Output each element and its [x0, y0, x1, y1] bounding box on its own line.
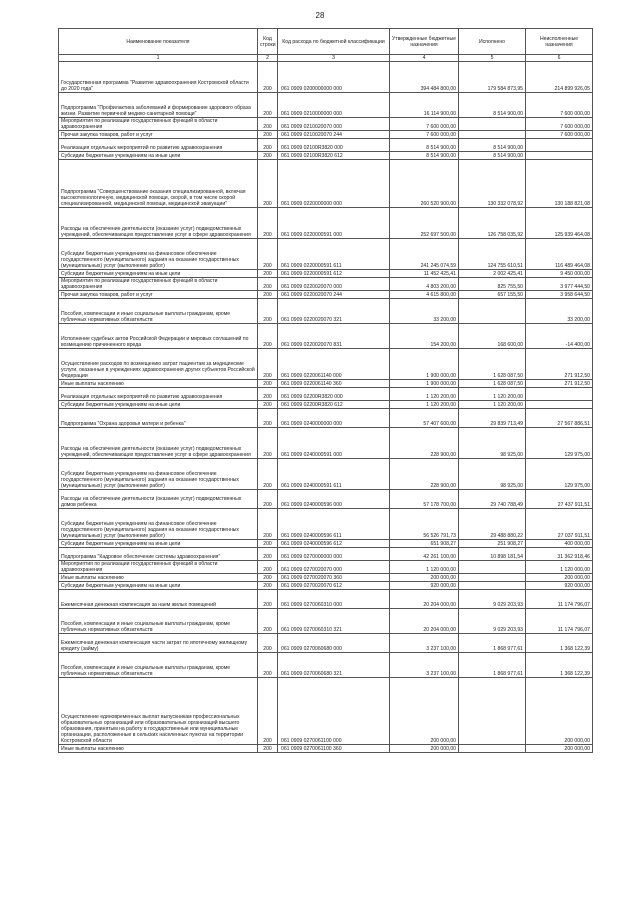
table-row [59, 590, 593, 609]
table-row [59, 490, 593, 509]
row-classification: 061 0909 0270060680 321 [278, 653, 390, 678]
row-executed [459, 561, 526, 574]
row-name: Субсидии бюджетным учреждениям на иные цели [59, 152, 258, 160]
row-code: 200 [258, 634, 278, 653]
table-row [59, 609, 593, 634]
row-code: 200 [258, 609, 278, 634]
row-classification: 061 0909 0240000596 611 [278, 509, 390, 540]
row-unexecuted [526, 152, 593, 160]
row-approved: 394 484 800,00 [390, 62, 459, 93]
row-approved: 1 120 200,00 [390, 388, 459, 401]
row-executed: 168 600,00 [459, 324, 526, 349]
row-unexecuted: 200 000,00 [526, 678, 593, 745]
row-executed [459, 118, 526, 131]
row-classification: 061 0909 0220020070 244 [278, 291, 390, 299]
row-classification: 061 0909 0270020070 000 [278, 561, 390, 574]
header-indicator-name: Наименование показателя [59, 29, 258, 55]
column-number: 4 [390, 55, 459, 62]
row-classification: 061 0909 0220000591 000 [278, 208, 390, 239]
row-unexecuted: 200 000,00 [526, 745, 593, 753]
row-unexecuted: 7 600 000,00 [526, 93, 593, 118]
row-code: 200 [258, 139, 278, 152]
row-executed: 130 332 078,92 [459, 160, 526, 208]
row-name: Исполнение судебных актов Российской Федерации и мировых соглашений по возмещению причиненного вреда [59, 324, 258, 349]
row-classification: 061 0909 0240000596 612 [278, 540, 390, 548]
column-number: 1 [59, 55, 258, 62]
row-approved: 1 900 000,00 [390, 380, 459, 388]
row-unexecuted: 7 600 000,00 [526, 131, 593, 139]
row-classification: 061 0909 0200000000 000 [278, 62, 390, 93]
row-classification: 061 0909 02200R3820 000 [278, 388, 390, 401]
row-classification: 061 0909 0270060310 321 [278, 609, 390, 634]
row-approved: 651 908,27 [390, 540, 459, 548]
row-name: Пособия, компенсации и иные социальные выплаты гражданам, кроме публичных нормативных обязательств [59, 609, 258, 634]
table-row [59, 152, 593, 160]
row-code: 200 [258, 561, 278, 574]
row-name: Субсидии бюджетным учреждениям на иные цели [59, 582, 258, 590]
row-executed: 8 514 900,00 [459, 93, 526, 118]
row-unexecuted: 3 977 444,50 [526, 278, 593, 291]
table-row [59, 270, 593, 278]
row-approved: 4 615 800,00 [390, 291, 459, 299]
row-unexecuted: 116 489 464,08 [526, 239, 593, 270]
row-unexecuted: 27 437 911,51 [526, 490, 593, 509]
row-unexecuted: 1 120 000,00 [526, 561, 593, 574]
row-classification: 061 0909 0240000591 000 [278, 428, 390, 459]
table-row [59, 139, 593, 152]
row-approved: 33 200,00 [390, 299, 459, 324]
row-unexecuted: 27 037 911,51 [526, 509, 593, 540]
row-name: Иные выплаты населению [59, 745, 258, 753]
row-classification: 061 0909 0270020070 360 [278, 574, 390, 582]
row-code: 200 [258, 509, 278, 540]
row-executed [459, 299, 526, 324]
row-approved: 1 900 000,00 [390, 349, 459, 380]
row-classification: 061 0909 0210000000 000 [278, 93, 390, 118]
row-classification: 061 0909 0220000591 612 [278, 270, 390, 278]
row-code: 200 [258, 540, 278, 548]
row-code: 200 [258, 299, 278, 324]
table-row [59, 62, 593, 93]
row-name: Субсидии бюджетным учреждениям на иные цели [59, 401, 258, 409]
row-executed: 29 740 788,49 [459, 490, 526, 509]
row-executed: 9 029 203,93 [459, 590, 526, 609]
row-name: Реализация отдельных мероприятий по развитию здравоохранения [59, 139, 258, 152]
row-executed: 8 514 900,00 [459, 139, 526, 152]
column-number: 2 [258, 55, 278, 62]
row-name: Мероприятия по реализации государственных функций в области здравоохранения [59, 118, 258, 131]
row-approved: 8 514 900,00 [390, 139, 459, 152]
row-approved: 7 600 000,00 [390, 118, 459, 131]
row-unexecuted: 11 174 796,07 [526, 609, 593, 634]
row-classification: 061 0909 0220020070 321 [278, 299, 390, 324]
row-code: 200 [258, 401, 278, 409]
table-row [59, 299, 593, 324]
row-unexecuted: 1 368 122,39 [526, 634, 593, 653]
row-executed: 1 120 200,00 [459, 388, 526, 401]
row-classification: 061 0909 02100R3820 000 [278, 139, 390, 152]
table-row [59, 160, 593, 208]
row-code: 200 [258, 93, 278, 118]
row-unexecuted: 1 368 122,39 [526, 653, 593, 678]
row-code: 200 [258, 291, 278, 299]
table-row [59, 745, 593, 753]
row-code: 200 [258, 131, 278, 139]
column-number: 6 [526, 55, 593, 62]
row-approved: 7 600 000,00 [390, 131, 459, 139]
row-code: 200 [258, 548, 278, 561]
table-row [59, 239, 593, 270]
row-unexecuted: 200 000,00 [526, 574, 593, 582]
row-code: 200 [258, 490, 278, 509]
row-unexecuted: 7 600 000,00 [526, 118, 593, 131]
row-approved: 57 407 600,00 [390, 409, 459, 428]
row-executed: 29 839 713,49 [459, 409, 526, 428]
row-name: Расходы на обеспечение деятельности (оказание услуг) подведомственных учреждений, обеспечивающих предоставление услуг в сфере здравоохранения [59, 428, 258, 459]
row-code: 200 [258, 324, 278, 349]
row-approved: 57 178 700,00 [390, 490, 459, 509]
row-executed [459, 131, 526, 139]
row-classification: 061 0909 02100R3820 612 [278, 152, 390, 160]
row-approved: 56 526 791,73 [390, 509, 459, 540]
row-code: 200 [258, 388, 278, 401]
row-executed: 10 898 181,54 [459, 548, 526, 561]
row-executed: 825 755,50 [459, 278, 526, 291]
row-executed: 1 868 977,61 [459, 634, 526, 653]
row-name: Подпрограмма "Кадровое обеспечение системы здравоохранения" [59, 548, 258, 561]
table-row [59, 634, 593, 653]
row-unexecuted: 400 000,00 [526, 540, 593, 548]
row-name: Расходы на обеспечение деятельности (оказание услуг) подведомственных учреждений, обеспечивающих предоставление услуг в сфере здравоохранения [59, 208, 258, 239]
row-approved: 200 000,00 [390, 745, 459, 753]
row-approved: 1 120 200,00 [390, 401, 459, 409]
table-row [59, 93, 593, 118]
row-executed: 657 155,50 [459, 291, 526, 299]
row-code: 200 [258, 278, 278, 291]
row-unexecuted: 129 975,00 [526, 459, 593, 490]
row-name: Субсидии бюджетным учреждениям на иные цели [59, 270, 258, 278]
row-name: Иные выплаты населению [59, 574, 258, 582]
row-classification: 061 0909 0220061140 000 [278, 349, 390, 380]
row-name: Расходы на обеспечение деятельности (оказание услуг) подведомственных домов ребенка [59, 490, 258, 509]
row-executed: 179 584 873,95 [459, 62, 526, 93]
table-row [59, 388, 593, 401]
row-name: Подпрограмма "Совершенствование оказания специализированной, включая высокотехнологичную, медицинской помощи, скорой, в том числе скорой специализированной, медицинской помощи, медицинской эвакуации" [59, 160, 258, 208]
table-row [59, 380, 593, 388]
row-unexecuted: 129 975,00 [526, 428, 593, 459]
header-executed: Исполнено [459, 29, 526, 55]
row-unexecuted: 214 899 926,05 [526, 62, 593, 93]
row-classification: 061 0909 0270020070 612 [278, 582, 390, 590]
header-line-code: Код строки [258, 29, 278, 55]
table-row [59, 561, 593, 574]
row-executed: 1 868 977,61 [459, 653, 526, 678]
row-classification: 061 0909 0270060680 000 [278, 634, 390, 653]
table-row [59, 548, 593, 561]
row-name: Субсидии бюджетным учреждениям на финансовое обеспечение государственного (муниципального) задания на оказание государственных (муниципальных) услуг (выполнение работ) [59, 459, 258, 490]
table-row [59, 582, 593, 590]
table-row [59, 291, 593, 299]
row-name: Ежемесячная денежная компенсация за наем жилых помещений [59, 590, 258, 609]
row-classification: 061 0909 0270061100 360 [278, 745, 390, 753]
table-row [59, 118, 593, 131]
table-row [59, 459, 593, 490]
row-classification: 061 0909 0220020070 000 [278, 278, 390, 291]
row-name: Мероприятия по реализации государственных функций в области здравоохранения [59, 561, 258, 574]
row-name: Реализация отдельных мероприятий по развитию здравоохранения [59, 388, 258, 401]
row-name: Прочая закупка товаров, работ и услуг [59, 291, 258, 299]
table-row [59, 349, 593, 380]
table-row [59, 131, 593, 139]
row-approved: 200 000,00 [390, 678, 459, 745]
table-row [59, 409, 593, 428]
row-unexecuted [526, 401, 593, 409]
row-unexecuted: 130 188 821,08 [526, 160, 593, 208]
row-unexecuted: 31 362 918,46 [526, 548, 593, 561]
row-approved: 3 237 100,00 [390, 653, 459, 678]
row-executed: 1 628 087,50 [459, 380, 526, 388]
row-approved: 260 520 900,00 [390, 160, 459, 208]
row-classification: 061 0909 0220061140 360 [278, 380, 390, 388]
row-approved: 4 803 200,00 [390, 278, 459, 291]
row-code: 200 [258, 745, 278, 753]
row-unexecuted: 27 567 886,51 [526, 409, 593, 428]
row-approved: 154 200,00 [390, 324, 459, 349]
row-name: Подпрограмма "Профилактика заболеваний и формирование здорового образа жизни. Развитие первичной медико-санитарной помощи" [59, 93, 258, 118]
row-approved: 20 204 000,00 [390, 590, 459, 609]
row-name: Государственная программа "Развитие здравоохранения Костромской области до 2020 года" [59, 62, 258, 93]
table-row [59, 208, 593, 239]
row-executed: 29 488 880,22 [459, 509, 526, 540]
row-unexecuted [526, 139, 593, 152]
row-classification: 061 0909 0220020070 831 [278, 324, 390, 349]
row-classification: 061 0909 0210020070 244 [278, 131, 390, 139]
row-code: 200 [258, 208, 278, 239]
row-unexecuted: 125 939 464,08 [526, 208, 593, 239]
row-code: 200 [258, 574, 278, 582]
row-approved: 920 000,00 [390, 582, 459, 590]
row-classification: 061 0909 0270000000 000 [278, 548, 390, 561]
header-approved: Утвержденные бюджетные назначения [390, 29, 459, 55]
row-code: 200 [258, 428, 278, 459]
row-executed [459, 678, 526, 745]
page-number: 28 [315, 11, 325, 20]
row-executed [459, 574, 526, 582]
row-executed: 98 925,00 [459, 459, 526, 490]
row-executed: 1 120 200,00 [459, 401, 526, 409]
row-approved: 20 204 000,00 [390, 609, 459, 634]
row-code: 200 [258, 349, 278, 380]
table-header-row [59, 29, 593, 55]
row-classification: 061 0909 02200R3820 612 [278, 401, 390, 409]
table-row [59, 653, 593, 678]
row-code: 200 [258, 62, 278, 93]
row-unexecuted: 271 912,50 [526, 380, 593, 388]
row-code: 200 [258, 270, 278, 278]
row-executed: 8 514 900,00 [459, 152, 526, 160]
row-approved: 200 000,00 [390, 574, 459, 582]
table-row [59, 540, 593, 548]
row-approved: 241 245 074,59 [390, 239, 459, 270]
row-approved: 3 237 100,00 [390, 634, 459, 653]
row-approved: 16 114 900,00 [390, 93, 459, 118]
row-classification: 061 0909 0240000000 000 [278, 409, 390, 428]
row-executed: 9 029 203,93 [459, 609, 526, 634]
row-classification: 061 0909 0210020070 000 [278, 118, 390, 131]
row-unexecuted: -14 400,00 [526, 324, 593, 349]
column-number: 3 [278, 55, 390, 62]
table-row [59, 678, 593, 745]
row-name: Пособия, компенсации и иные социальные выплаты гражданам, кроме публичных нормативных обязательств [59, 299, 258, 324]
row-name: Субсидии бюджетным учреждениям на иные цели [59, 540, 258, 548]
table-row [59, 574, 593, 582]
row-code: 200 [258, 590, 278, 609]
row-approved: 228 900,00 [390, 459, 459, 490]
row-executed: 1 628 087,50 [459, 349, 526, 380]
row-name: Иные выплаты населению [59, 380, 258, 388]
row-name: Прочая закупка товаров, работ и услуг [59, 131, 258, 139]
row-code: 200 [258, 459, 278, 490]
row-code: 200 [258, 152, 278, 160]
row-unexecuted: 3 958 644,50 [526, 291, 593, 299]
table-row [59, 401, 593, 409]
table-row [59, 278, 593, 291]
row-name: Подпрограмма "Охрана здоровья матери и ребенка" [59, 409, 258, 428]
row-classification: 061 0909 0240000596 000 [278, 490, 390, 509]
row-code: 200 [258, 678, 278, 745]
row-unexecuted: 11 174 796,07 [526, 590, 593, 609]
row-unexecuted: 271 912,50 [526, 349, 593, 380]
row-unexecuted: 33 200,00 [526, 299, 593, 324]
row-executed: 98 925,00 [459, 428, 526, 459]
row-code: 200 [258, 653, 278, 678]
row-executed: 124 755 610,51 [459, 239, 526, 270]
row-approved: 11 452 425,41 [390, 270, 459, 278]
column-number-row [59, 55, 593, 62]
row-name: Пособия, компенсации и иные социальные выплаты гражданам, кроме публичных нормативных обязательств [59, 653, 258, 678]
column-number: 5 [459, 55, 526, 62]
row-executed [459, 582, 526, 590]
row-name: Мероприятия по реализации государственных функций в области здравоохранения [59, 278, 258, 291]
row-name: Субсидии бюджетным учреждениям на финансовое обеспечение государственного (муниципального) задания на оказание государственных (муниципальных) услуг (выполнение работ) [59, 239, 258, 270]
row-name: Ежемесячная денежная компенсация части затрат по ипотечному жилищному кредиту (займу) [59, 634, 258, 653]
row-classification: 061 0909 0220000000 000 [278, 160, 390, 208]
row-approved: 1 120 000,00 [390, 561, 459, 574]
row-code: 200 [258, 239, 278, 270]
row-executed: 126 758 035,92 [459, 208, 526, 239]
row-approved: 228 900,00 [390, 428, 459, 459]
table-row [59, 324, 593, 349]
header-classification-code: Код расхода по бюджетной классификации [278, 29, 390, 55]
row-unexecuted: 9 450 000,00 [526, 270, 593, 278]
row-unexecuted: 920 000,00 [526, 582, 593, 590]
table-row [59, 428, 593, 459]
header-unexecuted: Неисполненные назначения [526, 29, 593, 55]
row-executed: 251 908,27 [459, 540, 526, 548]
row-name: Осуществление расходов по возмещению затрат пациентам за медицинские услуги, оказанные в учреждениях здравоохранения других субъектов Российской Федерации [59, 349, 258, 380]
row-classification: 061 0909 0220000591 611 [278, 239, 390, 270]
budget-table [58, 28, 593, 753]
row-approved: 42 261 100,00 [390, 548, 459, 561]
row-classification: 061 0909 0270060310 000 [278, 590, 390, 609]
row-name: Субсидии бюджетным учреждениям на финансовое обеспечение государственного (муниципального) задания на оказание государственных (муниципальных) услуг (выполнение работ) [59, 509, 258, 540]
table-row [59, 509, 593, 540]
row-code: 200 [258, 409, 278, 428]
row-classification: 061 0909 0240000591 611 [278, 459, 390, 490]
row-approved: 252 697 500,00 [390, 208, 459, 239]
row-classification: 061 0909 0270061100 000 [278, 678, 390, 745]
row-code: 200 [258, 118, 278, 131]
row-code: 200 [258, 582, 278, 590]
row-name: Осуществление единовременных выплат выпускникам профессиональных образовательных организаций или образовательных организаций высшего образования, принятым на работу в государственные или муниципальные организации, расположенные в сельских населенных пунктах на территории Костромской области [59, 678, 258, 745]
row-approved: 8 514 900,00 [390, 152, 459, 160]
row-executed: 2 002 425,41 [459, 270, 526, 278]
row-unexecuted [526, 388, 593, 401]
row-code: 200 [258, 380, 278, 388]
row-code: 200 [258, 160, 278, 208]
row-executed [459, 745, 526, 753]
